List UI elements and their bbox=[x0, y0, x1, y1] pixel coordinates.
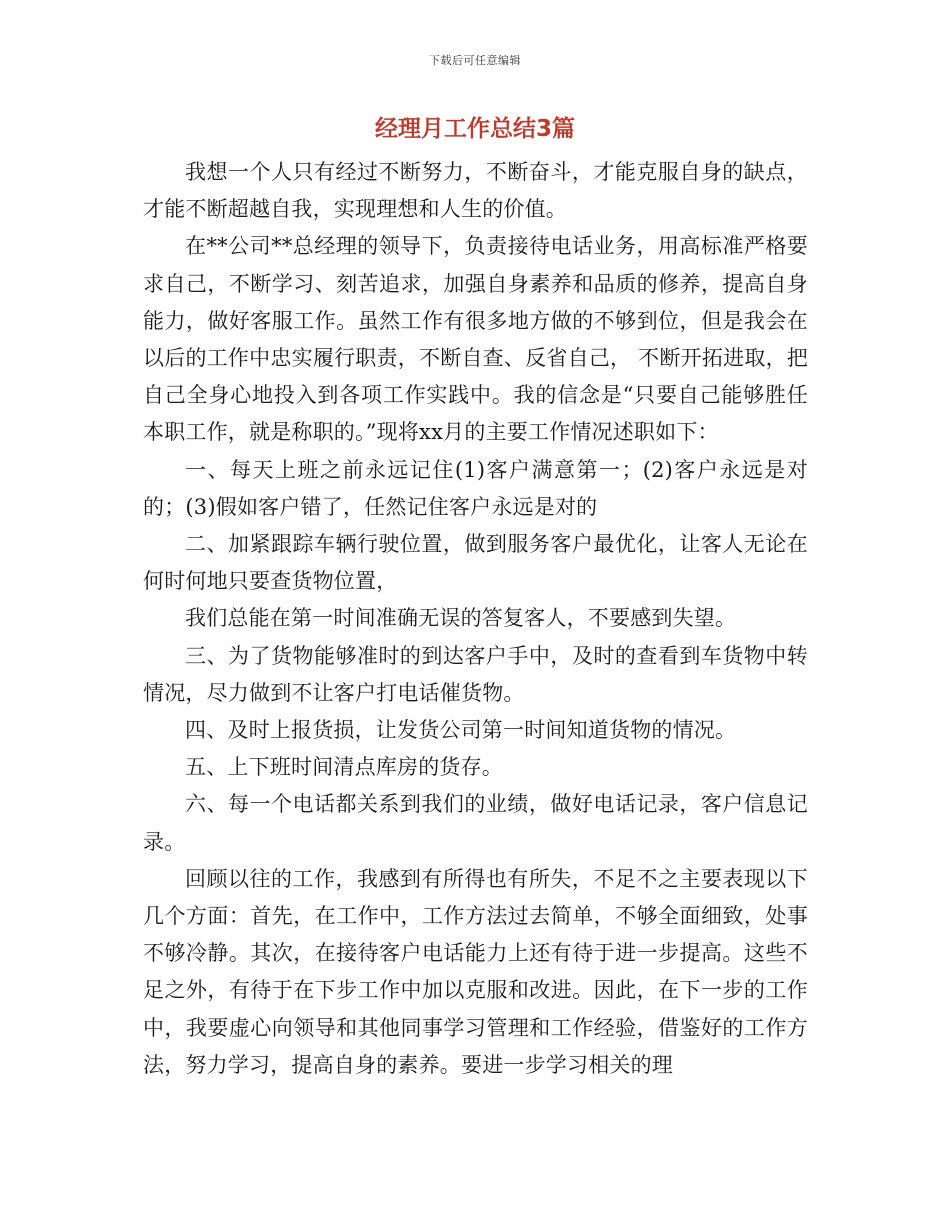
paragraph-item-6: 六、每一个电话都关系到我们的业绩，做好电话记录，客户信息记录。 bbox=[143, 792, 808, 854]
paragraph-item-4: 四、及时上报货损，让发货公司第一时间知道货物的情况。 bbox=[185, 718, 737, 743]
page-header-note: 下载后可任意编辑 bbox=[429, 54, 521, 67]
paragraph-overview: 在**公司**总经理的领导下，负责接待电话业务，用高标准严格要求自己，不断学习、刻苦追求，加强自身素养和品质的修养，提高自身能力，做好客服工作。虽然工作有很多地方做的不够到位，但是我会在以后的工作中忠实履行职责，不断自查、反省自己， 不断开拓进取，把自己全身心地投入到各项工作实践中。我的信念是“只要自己能够胜任本职工作，就是称职的。”现将xx月的主要工作情况述职如下： bbox=[143, 234, 808, 445]
paragraph-item-2: 二、加紧跟踪车辆行驶位置，做到服务客户最优化，让客人无论在何时何地只要查货物位置， bbox=[143, 532, 808, 594]
document-title: 经理月工作总结3篇 bbox=[374, 116, 575, 142]
paragraph-intro: 我想一个人只有经过不断努力，不断奋斗，才能克服自身的缺点，才能不断超越自我，实现理想和人生的价值。 bbox=[143, 160, 808, 222]
paragraph-item-3: 三、为了货物能够准时的到达客户手中，及时的查看到车货物中转情况，尽力做到不让客户打电话催货物。 bbox=[143, 643, 808, 705]
paragraph-item-1: 一、每天上班之前永远记住(1)客户满意第一；(2)客户永远是对的；(3)假如客户错了，任然记住客户永远是对的 bbox=[143, 457, 808, 519]
document-body bbox=[143, 154, 808, 1084]
paragraph-item-2-continued: 我们总能在第一时间准确无误的答复客人，不要感到失望。 bbox=[185, 606, 737, 631]
paragraph-review: 回顾以往的工作，我感到有所得也有所失，不足不之主要表现以下几个方面：首先，在工作中，工作方法过去简单，不够全面细致，处事不够冷静。其次，在接待客户电话能力上还有待于进一步提高。这些不足之外，有待于在下步工作中加以克服和改进。因此，在下一步的工作中，我要虚心向领导和其他同事学习管理和工作经验，借鉴好的工作方法，努力学习，提高自身的素养。要进一步学习相关的理 bbox=[143, 866, 808, 1077]
paragraph-item-5: 五、上下班时间清点库房的货存。 bbox=[185, 755, 503, 780]
